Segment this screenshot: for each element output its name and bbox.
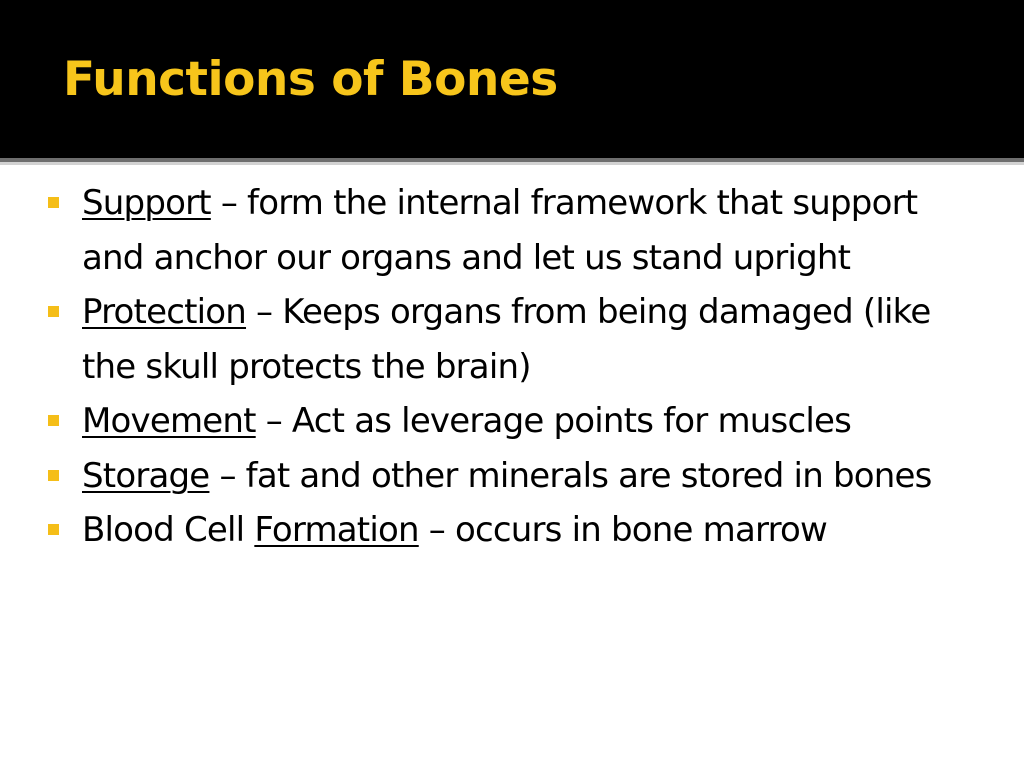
bullet-term: Support xyxy=(82,183,211,223)
bullet-text: – Keeps organs from being damaged (like the skull protects the brain) xyxy=(82,292,931,387)
bullet-text: – form the internal framework that support and anchor our organs and let us stand upright xyxy=(82,183,918,278)
bullet-list xyxy=(48,176,988,558)
bullet-protection xyxy=(48,285,988,394)
bullet-text: – Act as leverage points for muscles xyxy=(255,401,852,441)
square-bullet-icon xyxy=(48,197,59,208)
bullet-storage xyxy=(48,449,988,504)
square-bullet-icon xyxy=(48,306,59,317)
bullet-movement xyxy=(48,394,988,449)
square-bullet-icon xyxy=(48,415,59,426)
bullet-term: Formation xyxy=(254,510,419,550)
bullet-term: Storage xyxy=(82,455,210,496)
title-divider-highlight xyxy=(0,162,1024,165)
bullet-support xyxy=(48,176,988,285)
bullet-blood-cell-formation xyxy=(48,503,988,558)
square-bullet-icon xyxy=(48,470,59,481)
bullet-prefix: Blood Cell xyxy=(82,510,255,550)
square-bullet-icon xyxy=(48,524,59,535)
slide-title: Functions of Bones xyxy=(63,52,558,107)
bullet-text: – fat and other minerals are stored in bones xyxy=(209,455,932,496)
title-bar xyxy=(0,0,1024,158)
bullet-text: – occurs in bone marrow xyxy=(418,510,828,550)
bullet-term: Movement xyxy=(82,401,256,441)
bullet-term: Protection xyxy=(82,292,247,332)
